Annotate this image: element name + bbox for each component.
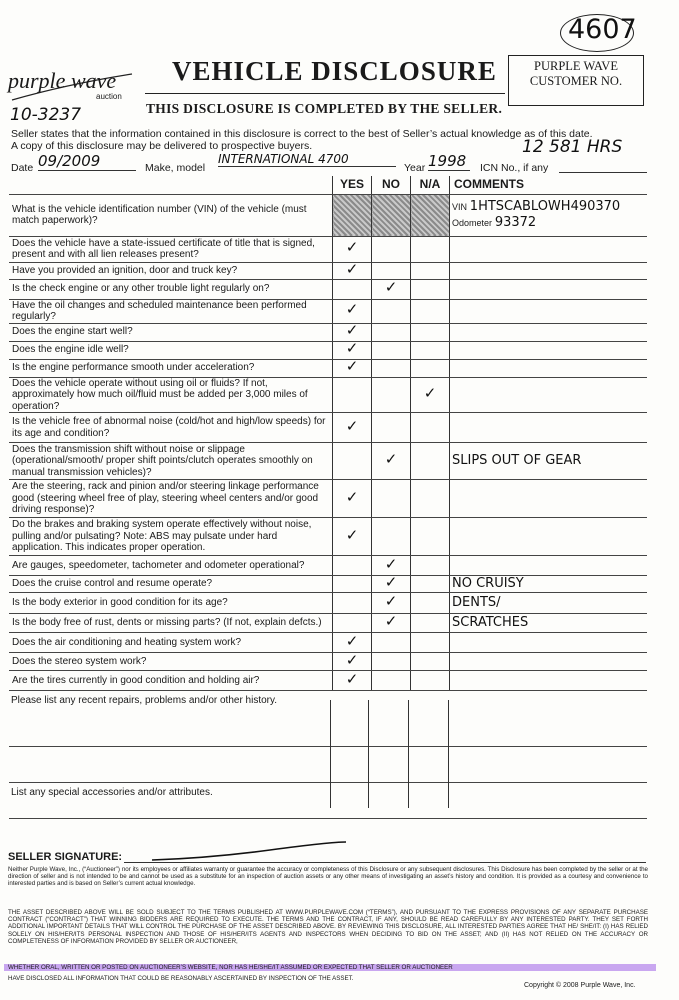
- comment-cell: SLIPS OUT OF GEAR: [450, 443, 648, 480]
- logo: [8, 66, 138, 106]
- answer-yes-cell[interactable]: [333, 593, 372, 614]
- answer-yes-cell[interactable]: [333, 556, 372, 576]
- table-row: [9, 279, 647, 299]
- header-na: N/A: [411, 176, 450, 194]
- intro-line-2: A copy of this disclosure may be delivered to prospective buyers.: [11, 140, 313, 152]
- checkmark-icon: ✓: [384, 450, 398, 469]
- table-row: [9, 359, 647, 377]
- answer-na-cell[interactable]: [411, 359, 450, 377]
- date-field: 09/2009: [38, 152, 136, 171]
- comment-cell: [450, 377, 648, 413]
- answer-yes-cell[interactable]: [333, 650, 372, 671]
- answer-na-cell[interactable]: [411, 556, 450, 576]
- question-text: Is the body exterior in good condition for its age?: [9, 593, 333, 614]
- answer-no-cell[interactable]: [372, 633, 411, 653]
- comment-cell: [450, 341, 648, 359]
- column-line-no: [368, 700, 369, 808]
- answer-yes-cell[interactable]: [333, 259, 372, 279]
- odometer-value: 93372: [494, 214, 537, 230]
- answer-no-cell[interactable]: [372, 480, 411, 518]
- odometer-label: Odometer: [452, 217, 493, 228]
- subtitle: THIS DISCLOSURE IS COMPLETED BY THE SELLER.: [146, 101, 503, 116]
- checkmark-icon: ✓: [345, 525, 359, 544]
- question-text: Does the engine idle well?: [9, 341, 333, 359]
- table-row-accessories: [9, 783, 647, 819]
- table-row: [9, 262, 647, 279]
- answer-na-cell[interactable]: [411, 653, 450, 671]
- column-line-yes: [330, 700, 331, 808]
- comment-cell: [450, 413, 648, 443]
- checkmark-icon: ✓: [384, 573, 398, 592]
- answer-na-cell[interactable]: [411, 279, 450, 299]
- customer-number-box: [508, 55, 644, 106]
- header-no: NO: [372, 176, 411, 194]
- hours-note: 12 581 HRS: [522, 137, 623, 157]
- checkmark-icon: ✓: [345, 321, 359, 340]
- answer-no-cell[interactable]: [372, 299, 411, 323]
- answer-na-cell[interactable]: [411, 614, 450, 633]
- answer-na-cell[interactable]: [411, 576, 450, 593]
- answer-na-cell[interactable]: [411, 262, 450, 279]
- repairs-label: Please list any recent repairs, problems and/or other history.: [9, 691, 647, 747]
- answer-no-cell[interactable]: [372, 573, 411, 593]
- table-row: [9, 671, 647, 691]
- answer-yes-cell[interactable]: [333, 299, 372, 323]
- table-row-vin: [9, 194, 647, 236]
- checkmark-icon: ✓: [384, 278, 398, 297]
- answer-yes-cell[interactable]: [333, 377, 372, 413]
- checkmark-icon: ✓: [345, 416, 359, 435]
- comment-cell: [450, 556, 648, 576]
- answer-na-cell[interactable]: [411, 323, 450, 341]
- answer-na-cell[interactable]: [411, 480, 450, 518]
- comment-cell: [450, 262, 648, 279]
- intro-line-1: Seller states that the information contained in this disclosure is correct to the best of Seller’s actual knowledge as of this date.: [11, 128, 593, 140]
- question-text: Is the engine performance smooth under acceleration?: [9, 359, 333, 377]
- comment-cell: [450, 323, 648, 341]
- logo-sub: auction: [96, 92, 122, 101]
- answer-yes-cell[interactable]: [333, 279, 372, 299]
- disclaimer-highlight: WHETHER ORAL, WRITTEN OR POSTED ON AUCTIONEER’S WEBSITE, NOR HAS HE/SHE/IT ASSUMED OR EXPECTED THAT SELLER OR AUCTIONEER: [4, 964, 656, 971]
- checkmark-icon: ✓: [345, 487, 359, 506]
- vin-question: What is the vehicle identification number (VIN) of the vehicle (must match paperwork)?: [9, 194, 333, 236]
- comment-cell: [450, 671, 648, 691]
- table-row: [9, 341, 647, 359]
- checkmark-icon: ✓: [345, 357, 359, 376]
- table-row: [9, 323, 647, 341]
- question-text: Does the transmission shift without noise or slippage (operational/smooth/ proper shift points/clutch operates smoothly on manual transmission vehicles)?: [9, 443, 333, 480]
- answer-no-cell[interactable]: [372, 236, 411, 262]
- column-line-comments: [448, 700, 449, 808]
- answer-na-cell[interactable]: [411, 299, 450, 323]
- checkmark-icon: ✓: [345, 300, 359, 319]
- table-row: [9, 299, 647, 323]
- answer-yes-cell[interactable]: [333, 443, 372, 480]
- answer-no-cell[interactable]: [372, 413, 411, 443]
- answer-no-cell[interactable]: [372, 518, 411, 556]
- answer-no-cell[interactable]: [372, 377, 411, 413]
- checkmark-icon: ✓: [345, 631, 359, 650]
- checkmark-icon: ✓: [345, 339, 359, 358]
- answer-no-cell[interactable]: [372, 341, 411, 359]
- checkmark-icon: ✓: [345, 650, 359, 669]
- answer-na-cell[interactable]: [411, 593, 450, 614]
- make-label: Make, model: [145, 162, 206, 174]
- header-comments: COMMENTS: [450, 176, 648, 194]
- answer-yes-cell[interactable]: [333, 480, 372, 518]
- question-text: Does the cruise control and resume operate?: [9, 576, 333, 593]
- answer-na-cell[interactable]: [411, 633, 450, 653]
- column-line-na: [408, 700, 409, 808]
- icn-label: ICN No., if any: [480, 162, 549, 174]
- checkmark-icon: ✓: [384, 592, 398, 611]
- table-row-repairs: [9, 691, 647, 747]
- answer-yes-cell[interactable]: [333, 413, 372, 443]
- table-row: [9, 413, 647, 443]
- question-text: Is the body free of rust, dents or missing parts? (If not, explain defcts.): [9, 614, 333, 633]
- answer-na-cell[interactable]: [411, 518, 450, 556]
- disclaimer-paragraph-2: THE ASSET DESCRIBED ABOVE WILL BE SOLD SUBJECT TO THE TERMS PUBLISHED AT WWW.PURPLEWAVE.COM (“TERMS”), AND PURSUANT TO THE EXPRESS PROVISIONS OF ANY SEPARATE PURCHASE CONTRACT (“CONTRACT”) THAT WINNING BIDDERS ARE REQUIRED TO EXECUTE. THE TERMS AND THE CONTRACT, IF ANY, SHOULD BE READ CAREFULLY BY ANY INTERESTED PARTY. THEY SET FORTH ADDITIONAL IMPORTANT DETAILS THAT WILL CONTROL THE PURCHASE OF THE ASSET DESCRIBED ABOVE. BY REVIEWING THIS DISCLOSURE, ALL INTERESTED PARTIES AGREE THAT HE/ SHE/IT: (I) HAS RELIED SOLELY ON HIS/HER/ITS PERSONAL INSPECTION AND THOSE OF HIS/HER/ITS AGENTS AND INSPECTORS WHEN DECIDING TO BID ON THE ASSET; AND (II) HAS NOT RELIED ON THE ACCURACY OR COMPLETENESS OF INFORMATION PROVIDED BY SELLER OR AUCTIONEER,: [8, 909, 648, 945]
- accessories-label: List any special accessories and/or attributes.: [9, 783, 647, 819]
- answer-no-cell[interactable]: [372, 671, 411, 691]
- question-text: Have the oil changes and scheduled maintenance been performed regularly?: [9, 299, 333, 323]
- vin-value: 1HTSCABLOWH490370: [469, 199, 621, 214]
- answer-na-cell[interactable]: [411, 671, 450, 691]
- question-text: Do the brakes and braking system operate effectively without noise, pulling and/or pulsating? Note: ABS may pulsate under hard application. This indicates proper operation.: [9, 518, 333, 556]
- year-label: Year: [404, 162, 426, 174]
- comment-cell: [450, 279, 648, 299]
- comment-cell: [450, 633, 648, 653]
- comment-cell: [450, 518, 648, 556]
- question-text: Does the stereo system work?: [9, 653, 333, 671]
- answer-no-cell[interactable]: [372, 443, 411, 480]
- make-field: INTERNATIONAL 4700: [218, 152, 396, 167]
- answer-yes-cell[interactable]: [333, 633, 372, 653]
- table-row: [9, 633, 647, 653]
- answer-no-cell[interactable]: [372, 653, 411, 671]
- question-text: Does the air conditioning and heating system work?: [9, 633, 333, 653]
- answer-no-cell[interactable]: [372, 279, 411, 299]
- table-row: [9, 576, 647, 593]
- table-header-row: [9, 176, 647, 194]
- answer-no-cell[interactable]: [372, 359, 411, 377]
- table-row: [9, 593, 647, 614]
- answer-yes-cell[interactable]: [333, 614, 372, 633]
- answer-yes-cell[interactable]: [333, 236, 372, 262]
- logo-name: purple wave: [8, 68, 117, 93]
- question-text: Is the check engine or any other trouble light regularly on?: [9, 279, 333, 299]
- table-row: [9, 443, 647, 480]
- icn-field: [559, 172, 647, 173]
- vin-comment-cell: [450, 194, 648, 236]
- table-row: [9, 480, 647, 518]
- comment-cell: [450, 653, 648, 671]
- table-row-blank: [9, 747, 647, 783]
- customer-box-line1: PURPLE WAVE: [534, 59, 618, 73]
- table-row: [9, 518, 647, 556]
- signature-scribble-icon: [150, 840, 350, 864]
- answer-yes-cell[interactable]: [333, 359, 372, 377]
- vin-label: VIN: [452, 202, 468, 212]
- table-row: [9, 556, 647, 576]
- signature-label: SELLER SIGNATURE:: [8, 851, 123, 863]
- answer-no-cell[interactable]: [372, 262, 411, 279]
- checkmark-icon: ✓: [345, 238, 359, 257]
- question-text: Is the vehicle free of abnormal noise (cold/hot and high/low speeds) for its age and condition?: [9, 413, 333, 443]
- handwritten-ref: 10-3237: [10, 105, 82, 125]
- answer-yes-cell[interactable]: [333, 671, 372, 691]
- comment-cell: SCRATCHES: [450, 614, 648, 633]
- checkmark-icon: ✓: [384, 612, 398, 631]
- checkmark-icon: ✓: [345, 669, 359, 688]
- year-field: 1998: [428, 152, 470, 171]
- title-rule: [145, 93, 505, 94]
- answer-no-cell[interactable]: [372, 593, 411, 614]
- copyright: Copyright © 2008 Purple Wave, Inc.: [524, 982, 636, 989]
- checkmark-icon: ✓: [345, 259, 359, 278]
- table-row: [9, 614, 647, 633]
- answer-na-cell[interactable]: [411, 341, 450, 359]
- answer-no-cell[interactable]: [372, 323, 411, 341]
- table-row: [9, 653, 647, 671]
- question-text: Have you provided an ignition, door and truck key?: [9, 262, 333, 279]
- answer-na-cell[interactable]: [411, 413, 450, 443]
- question-text: Does the vehicle have a state-issued certificate of title that is signed, present and with all lien releases present?: [9, 236, 333, 262]
- answer-no-cell[interactable]: [372, 614, 411, 633]
- comment-cell: [450, 480, 648, 518]
- answer-na-cell[interactable]: [411, 377, 450, 413]
- comment-cell: NO CRUISY: [450, 576, 648, 593]
- disclosure-table: [9, 176, 647, 819]
- question-text: Are the steering, rack and pinion and/or steering linkage performance good (steering wheel free of play, steering wheel centers and/or good driving response)?: [9, 480, 333, 518]
- page-title: VEHICLE DISCLOSURE: [172, 56, 497, 86]
- question-text: Are gauges, speedometer, tachometer and odometer operational?: [9, 556, 333, 576]
- comment-cell: DENTS/: [450, 593, 648, 614]
- comment-cell: [450, 359, 648, 377]
- disclaimer-paragraph-3: HAVE DISCLOSED ALL INFORMATION THAT COULD BE REASONABLY ASCERTAINED BY INSPECTION OF THE ASSET.: [8, 975, 354, 982]
- checkmark-icon: ✓: [384, 554, 398, 573]
- answer-na-cell[interactable]: [411, 236, 450, 262]
- answer-yes-cell[interactable]: [333, 576, 372, 593]
- stamp-number: 4607: [568, 14, 637, 45]
- disclaimer-paragraph-1: Neither Purple Wave, Inc., (“Auctioneer”) nor its employees or affiliates warranty or guarantee the accuracy or completeness of this Disclosure or any subsequent disclosures. This Disclosure has been completed by the seller or at the direction of seller and is not intended to be and cannot be used as a substitute for an inspection of auction assets or any other means of investigating an asset’s history and condition. It is provided as a courtesy and convenience to interested parties and is based on Seller’s current actual knowledge.: [8, 866, 648, 888]
- answer-yes-cell[interactable]: [333, 518, 372, 556]
- table-row: [9, 377, 647, 413]
- header-yes: YES: [333, 176, 372, 194]
- table-row: [9, 236, 647, 262]
- comment-cell: [450, 236, 648, 262]
- question-text: Are the tires currently in good condition and holding air?: [9, 671, 333, 691]
- question-text: Does the engine start well?: [9, 323, 333, 341]
- question-text: Does the vehicle operate without using oil or fluids? If not, approximately how much oil/fluid must be added per 3,000 miles of operation?: [9, 377, 333, 413]
- checkmark-icon: ✓: [423, 384, 437, 402]
- customer-box-line2: CUSTOMER NO.: [529, 74, 623, 88]
- comment-cell: [450, 299, 648, 323]
- answer-na-cell[interactable]: [411, 443, 450, 480]
- date-label: Date: [11, 162, 34, 174]
